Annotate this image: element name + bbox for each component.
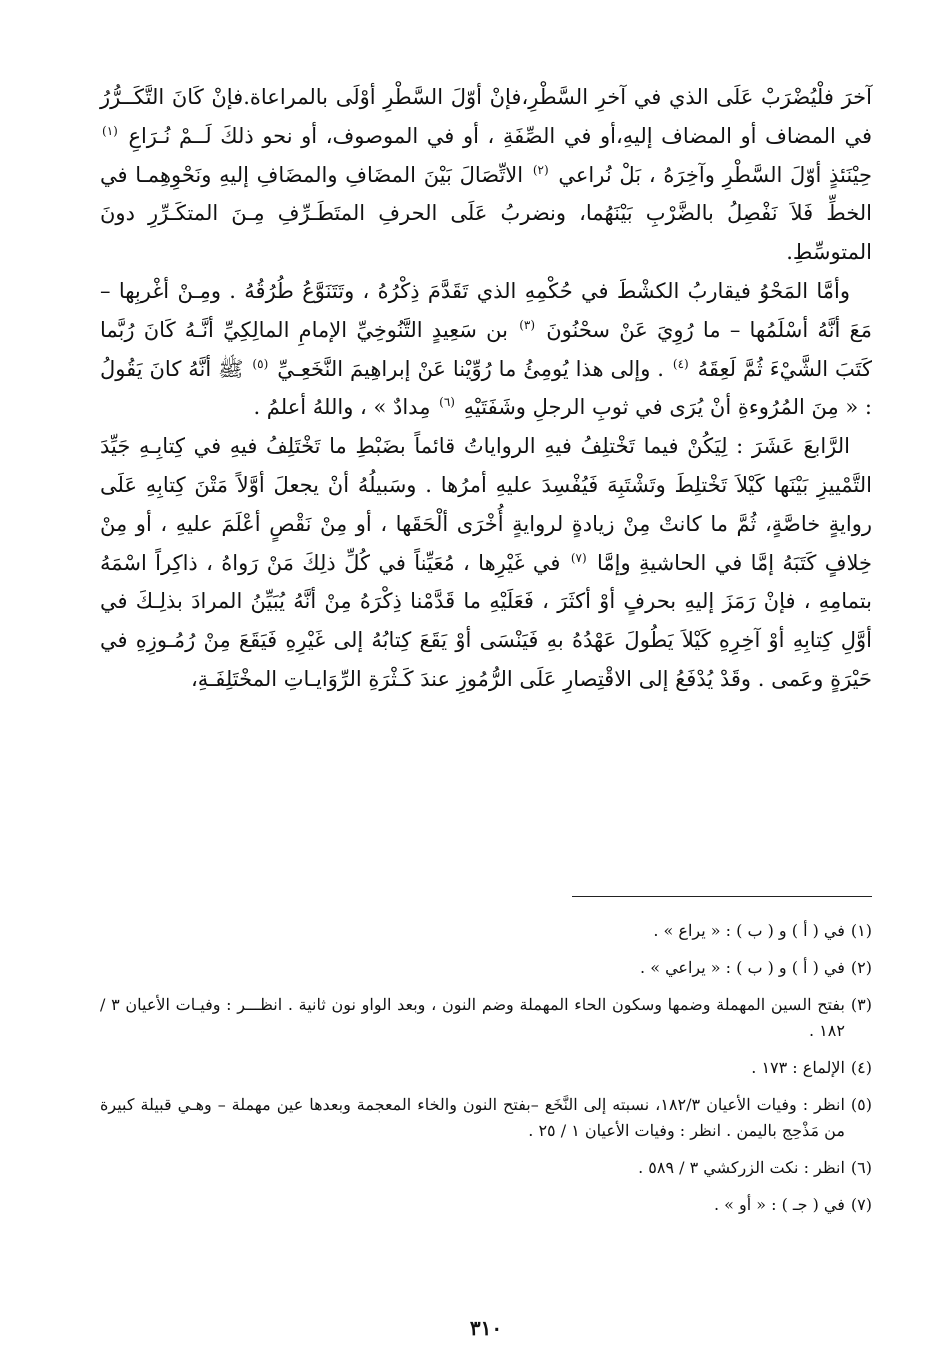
footnote-number: (٤) — [850, 1058, 872, 1077]
text-run: وأمَّا المَحْوُ فيقاربُ الكشْطَ في حُكْمِهِ الذي تَقَدَّمَ ذِكْرُهُ ، وتَتَنَوَّعُ طُرُقُهُ . ومِـنْ أغْربِها – مَعَ أنَّهُ أسْلَمُها – ما رُوِيَ عَنْ سحْنُونَ — [100, 278, 872, 342]
footnote-divider — [572, 896, 872, 897]
text-run: في غَيْرِها ، مُعَيِّناً في كُلِّ ذلِكَ مَنْ رَواهُ ، ذاكِراً اسْمَهُ بتمامِهِ ، فإنْ رَمَزَ إليهِ بحرفٍ أوْ أكثَرَ ، فَعَلَيْهِ ما قَدَّمْنا ذِكْرَهُ مِنْ أنَّهُ يُبَيِّنُ المرادَ بذلِـكَ في أوَّلِ كِتابِهِ أوْ آخِرِهِ كَيْلاَ يَطُولَ عَهْدُهُ بهِ فَيَنْسَى أوْ يَقَعَ كِتابُهُ إلى غَيْرِهِ فَيَقَعَ مِنْ رُمُـوزِهِ في حَيْرَةٍ وعَمى . وقَدْ يُدْفَعُ إلى الاقْتِصارِ عَلَى الرُّمُوزِ عندَ كَـثْرَةِ الرِّوَايـاتِ المخْتَلِفَـةِ، — [100, 550, 872, 691]
footnote-text: في ( جـ ) : « أو » . — [713, 1195, 845, 1214]
footnote-item — [100, 1155, 872, 1181]
paragraph — [100, 427, 872, 699]
footnote-marker[interactable]: (٦) — [439, 395, 455, 410]
footnote-marker[interactable]: (٥) — [252, 356, 269, 371]
footnote-item — [100, 1092, 872, 1144]
footnote-number: (٢) — [850, 958, 872, 977]
footnote-number: (٦) — [850, 1158, 872, 1177]
footnote-marker[interactable]: (٣) — [519, 317, 536, 332]
footnote-marker[interactable]: (٧) — [570, 550, 587, 565]
text-run: حِيْنَئذٍ أوّلَ السَّطْرِ وآخِرَهُ ، بَلْ نُراعي — [558, 162, 873, 187]
text-run: . وإلى هذا يُومِئُ ما رُوِّيْنا عَنْ إبراهِيمَ النَّخَعِـيِّ — [277, 356, 664, 381]
text-run: آخرَ فلْيُضْرَبْ عَلَى الذي في آخرِ السَّطْرِ،فإنْ أوّلَ السَّطْرِ أوْلَى بالمراعاة.فإنْ كَانَ التَّكَــرُّرُ في المضاف أو المضاف إليهِ،أو في الصِّفَةِ ، أو في الموصوف، أو نحو ذلكَ لَــمْ نُـرَاعِ — [100, 85, 872, 148]
footnote-text: في ( أ ) و ( ب ) : « يراعي » . — [640, 958, 845, 977]
footnote-item — [100, 955, 872, 981]
footnote-number: (٧) — [850, 1195, 872, 1214]
footnote-marker[interactable]: (٤) — [672, 356, 689, 371]
footnote-text: الإلماع : ١٧٣ . — [751, 1058, 845, 1077]
paragraph — [100, 78, 872, 272]
text-run: مِدادٌ » ، واللهُ أعلمُ . — [253, 395, 431, 420]
footnote-item — [100, 1055, 872, 1081]
text-run: الرَّابعَ عَشَرَ : لِيَكُنْ فيما تَخْتلِفُ فيهِ الرواياتُ قائماً بضَبْطِ ما تَخْتَلِفُ فيهِ في كِتابِـهِ جَيِّدَ التَّمْييزِ بَيْنَها كَيْلاَ تَخْتلِطَ وتَشْتَبِهَ فَيُفْسِدَ عليهِ أمرُها . وسَبيلُهُ أنْ يجعلَ أوَّلاً مَتْنَ كِتابِهِ عَلَى روايةٍ خاصَّةٍ، ثُمَّ ما كانتْ مِنْ زيادةٍ لروايةٍ أُخْرَى ألْحَقَها ، أو مِنْ نَقْصٍ أعْلَمَ عليهِ ، أو مِنْ خِلافٍ كَتَبَهُ إمَّا في الحاشيةِ وإمَّا — [100, 434, 872, 575]
footnote-item — [100, 918, 872, 944]
text-run: الاتِّصَالَ بَيْنَ المضَافِ والمضَافِ إليهِ ونَحْوِهِمـا في الخطِّ فَلاَ نَفْصِلُ بالضَّرْبِ بَيْنَهُما، ونضربُ عَلَى الحرفِ المتَطَـرِّفِ مِـنَ المتكَـرِّرِ دونَ المتوسِّطِ. — [100, 162, 872, 265]
footnote-text: بفتح السين المهملة وضمها وسكون الحاء المهملة وضم النون ، وبعد الواو نون ثانية . انظـــر : وفيـات الأعيان ٣ / ١٨٢ . — [100, 995, 845, 1040]
footnotes — [100, 918, 872, 1229]
footnote-number: (٣) — [850, 995, 872, 1014]
footnote-item — [100, 1192, 872, 1218]
main-text — [100, 78, 872, 699]
paragraph — [100, 272, 872, 427]
footnote-item — [100, 992, 872, 1044]
footnote-number: (١) — [850, 921, 872, 940]
footnote-number: (٥) — [850, 1095, 872, 1114]
footnote-marker[interactable]: (٢) — [532, 162, 549, 177]
footnote-text: انظر : وفيات الأعيان ١٨٢/٣، نسبته إلى النَّخَع –بفتح النون والخاء المعجمة وبعدها عين مهملة – وهـي قبيلة كبيرة من مَذْحِج باليمن . انظر : وفيات الأعيان ١ / ٢٥ . — [100, 1095, 845, 1140]
text-run: بن سَعِيدٍ التَّنُوخِيِّ الإمامِ المالِكِيِّ أنَّـهُ كَانَ رُبَّما كَتَبَ الشَّيْءَ ثُمَّ لَعِقَهُ — [100, 317, 872, 381]
footnote-text: انظر : نكت الزركشي ٣ / ٥٨٩ . — [638, 1158, 845, 1177]
book-page — [100, 78, 873, 1340]
page-number: ٣١٠ — [469, 1316, 503, 1340]
text-run: ﷺ أنَّهُ كانَ يَقُولُ : « مِنَ المُرُوءةِ أنْ يُرَى في ثوبِ الرجلِ وشَفَتَيْهِ — [100, 356, 872, 420]
footnote-text: في ( أ ) و ( ب ) : « يراع » . — [653, 921, 845, 940]
footnote-marker[interactable]: (١) — [102, 123, 118, 138]
